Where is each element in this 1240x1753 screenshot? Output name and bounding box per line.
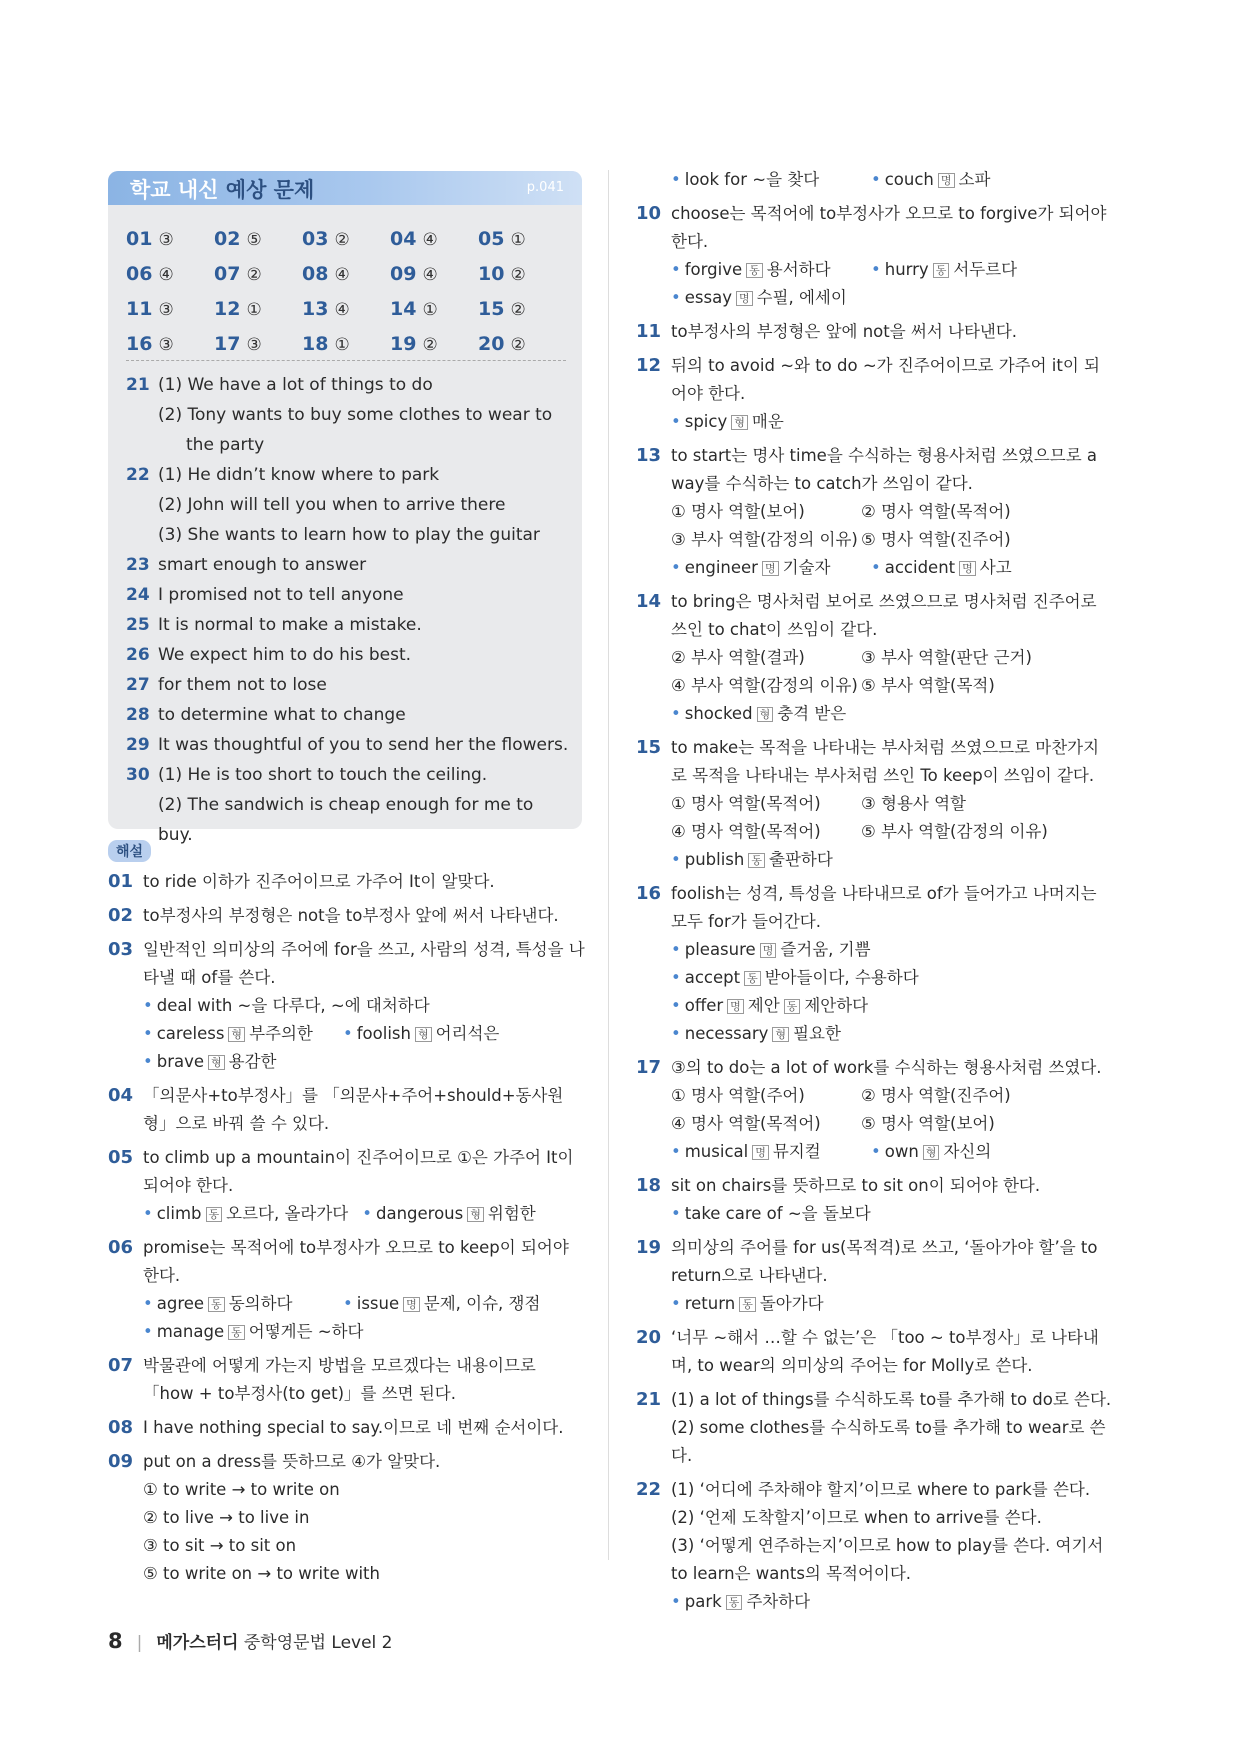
answer-grid-row — [126, 256, 566, 291]
answer-grid-row — [126, 326, 566, 361]
answer-cell: 05 ① — [478, 227, 526, 250]
answer-cell: 01 ③ — [126, 227, 174, 250]
written-answer: 29 It was thoughtful of you to send her the flowers. — [126, 735, 569, 755]
column-separator — [608, 170, 609, 1560]
answer-cell: 15 ② — [478, 297, 526, 320]
answer-cell: 02 ⑤ — [214, 227, 262, 250]
answer-cell: 20 ② — [478, 332, 526, 355]
explain-item: 13 to start는 명사 time을 수식하는 형용사처럼 쓰였으므로 a way를 수식하는 to catch가 쓰임이 같다. ① 명사 역할(보어) ② 명사 역할(목적어) ③ 부사 역할(감정의 이유) ⑤ 명사 역할(진주어) • engineer 명 기술자 • accident 명 사고 — [636, 445, 1097, 577]
page-footer: 8 | 메가스터디 중학영문법 Level 2 — [108, 1629, 393, 1653]
explain-item: 19 의미상의 주어를 for us(목적격)로 쓰고, ‘돌아가야 할’을 to return으로 나타낸다. • return 동 돌아가다 — [636, 1237, 1098, 1313]
explain-item: 20 ‘너무 ~해서 …할 수 없는’은 「too ~ to부정사」로 나타내며, to wear의 의미상의 주어는 for Molly로 쓴다. — [636, 1327, 1099, 1375]
explain-item: 22 (1) ‘어디에 주차해야 할지’이므로 where to park를 쓴다. (2) ‘언제 도착할지’이므로 when to arrive를 쓴다. (3) ‘어떻게 연주하는지’이므로 how to play를 쓴다. 여기서 to learn은 wants의 목적어이다. • park 동 주차하다 — [636, 1479, 1104, 1611]
explain-item: 06 promise는 목적어에 to부정사가 오므로 to keep이 되어야 한다. • agree 동 동의하다 • issue 명 문제, 이슈, 쟁점 • manage 동 어떻게든 ~하다 — [108, 1237, 569, 1341]
book-title: 메가스터디 — [156, 1633, 239, 1653]
answer-cell: 07 ② — [214, 262, 262, 285]
written-answer: 30 (1) He is too short to touch the ceiling. (2) The sandwich is cheap enough for me to buy. — [126, 765, 534, 845]
answer-cell: 06 ④ — [126, 262, 174, 285]
answer-cell: 18 ① — [302, 332, 350, 355]
divider — [126, 360, 566, 361]
answer-cell: 13 ④ — [302, 297, 350, 320]
answer-cell: 14 ① — [390, 297, 438, 320]
page-number: 8 — [108, 1629, 123, 1653]
explain-item: • look for ~을 찾다 • couch 명 소파 — [671, 170, 991, 189]
answer-cell: 08 ④ — [302, 262, 350, 285]
explain-item: 18 sit on chairs를 뜻하므로 to sit on이 되어야 한다. • take care of ~을 돌보다 — [636, 1175, 1041, 1223]
answer-cell: 12 ① — [214, 297, 262, 320]
page-reference: p.041 — [526, 180, 564, 195]
answer-box-header — [108, 171, 582, 205]
explain-item: 12 뒤의 to avoid ~와 to do ~가 진주어이므로 가주어 it이 되어야 한다. • spicy 형 매운 — [636, 355, 1100, 431]
explain-item: 04 「의문사+to부정사」를 「의문사+주어+should+동사원형」으로 바꿔 쓸 수 있다. — [108, 1085, 564, 1133]
written-answer: 24 I promised not to tell anyone — [126, 585, 404, 605]
answer-grid — [126, 221, 566, 361]
answer-cell: 03 ② — [302, 227, 350, 250]
written-answer: 22 (1) He didn’t know where to park (2) John will tell you when to arrive there (3) She wants to learn how to play the guitar — [126, 465, 540, 545]
answer-cell: 11 ③ — [126, 297, 174, 320]
answer-cell: 19 ② — [390, 332, 438, 355]
answer-cell: 10 ② — [478, 262, 526, 285]
explain-item: 10 choose는 목적어에 to부정사가 오므로 to forgive가 되어야 한다. • forgive 동 용서하다 • hurry 동 서두르다 • essay 명 수필, 에세이 — [636, 203, 1107, 307]
answer-box — [108, 171, 582, 845]
explain-item: 09 put on a dress를 뜻하므로 ④가 알맞다. ① to write → to write on ② to live → to live in ③ to sit → to sit on ⑤ to write on → to write with — [108, 1451, 441, 1583]
explain-item: 11 to부정사의 부정형은 앞에 not을 써서 나타낸다. — [636, 321, 1018, 342]
explain-item: 15 to make는 목적을 나타내는 부사처럼 쓰였으므로 마찬가지로 목적을 나타내는 부사처럼 쓰인 To keep이 쓰임이 같다. ① 명사 역할(목적어) ③ 형용사 역할 ④ 명사 역할(목적어) ⑤ 부사 역할(감정의 이유) • publish 동 출판하다 — [636, 737, 1100, 869]
answer-cell: 04 ④ — [390, 227, 438, 250]
explain-item: 07 박물관에 어떻게 가는지 방법을 모르겠다는 내용이므로 「how + to부정사(to get)」를 쓰면 된다. — [108, 1355, 536, 1403]
explain-item: 14 to bring은 명사처럼 보어로 쓰였으므로 명사처럼 진주어로 쓰인 to chat이 쓰임이 같다. ② 부사 역할(결과) ③ 부사 역할(판단 근거) ④ 부사 역할(감정의 이유) ⑤ 부사 역할(목적) • shocked 형 충격 받은 — [636, 591, 1097, 723]
answer-grid-row — [126, 291, 566, 326]
explain-item: 16 foolish는 성격, 특성을 나타내므로 of가 들어가고 나머지는 모두 for가 들어간다. • pleasure 명 즐거움, 기쁨 • accept 동 받아들이다, 수용하다 • offer 명 제안 동 제안하다 • necessary 형 필요한 — [636, 883, 1097, 1043]
explain-item: 08 I have nothing special to say.이므로 네 번째 순서이다. — [108, 1417, 564, 1438]
answer-cell: 09 ④ — [390, 262, 438, 285]
written-answers — [126, 370, 572, 850]
explain-item: 02 to부정사의 부정형은 not을 to부정사 앞에 써서 나타낸다. — [108, 905, 559, 926]
answer-cell: 17 ③ — [214, 332, 262, 355]
explanations-right — [636, 166, 1112, 1616]
written-answer: 23 smart enough to answer — [126, 555, 367, 575]
written-answer: 28 to determine what to change — [126, 705, 406, 725]
explain-item: 21 (1) a lot of things를 수식하도록 to를 추가해 to do로 쓴다. (2) some clothes를 수식하도록 to를 추가해 to wear로 쓴다. — [636, 1389, 1112, 1465]
explain-item: 17 ③의 to do는 a lot of work를 수식하는 형용사처럼 쓰였다. ① 명사 역할(주어) ② 명사 역할(진주어) ④ 명사 역할(목적어) ⑤ 명사 역할(보어) • musical 명 뮤지컬 • own 형 자신의 — [636, 1057, 1102, 1161]
explain-tag: 해설 — [108, 840, 151, 862]
written-answer: 27 for them not to lose — [126, 675, 327, 695]
answer-cell: 16 ③ — [126, 332, 174, 355]
written-answer: 21 (1) We have a lot of things to do (2) Tony wants to buy some clothes to wear to the party — [126, 375, 553, 455]
explain-item: 01 to ride 이하가 진주어이므로 가주어 It이 알맞다. — [108, 871, 495, 892]
explain-item: 03 일반적인 의미상의 주어에 for을 쓰고, 사람의 성격, 특성을 나타낼 때 of를 쓴다. • deal with ~을 다루다, ~에 대처하다 • careless 형 부주의한 • foolish 형 어리석은 • brave 형 용감한 — [108, 939, 585, 1071]
answer-grid-row — [126, 221, 566, 256]
explanations-left — [108, 840, 586, 1588]
written-answer: 26 We expect him to do his best. — [126, 645, 412, 665]
written-answer: 25 It is normal to make a mistake. — [126, 615, 422, 635]
explain-item: 05 to climb up a mountain이 진주어이므로 ①은 가주어 It이 되어야 한다. • climb 동 오르다, 올라가다 • dangerous 형 위험한 — [108, 1147, 574, 1223]
answer-box-title: 학교 내신 예상 문제 — [130, 178, 315, 202]
